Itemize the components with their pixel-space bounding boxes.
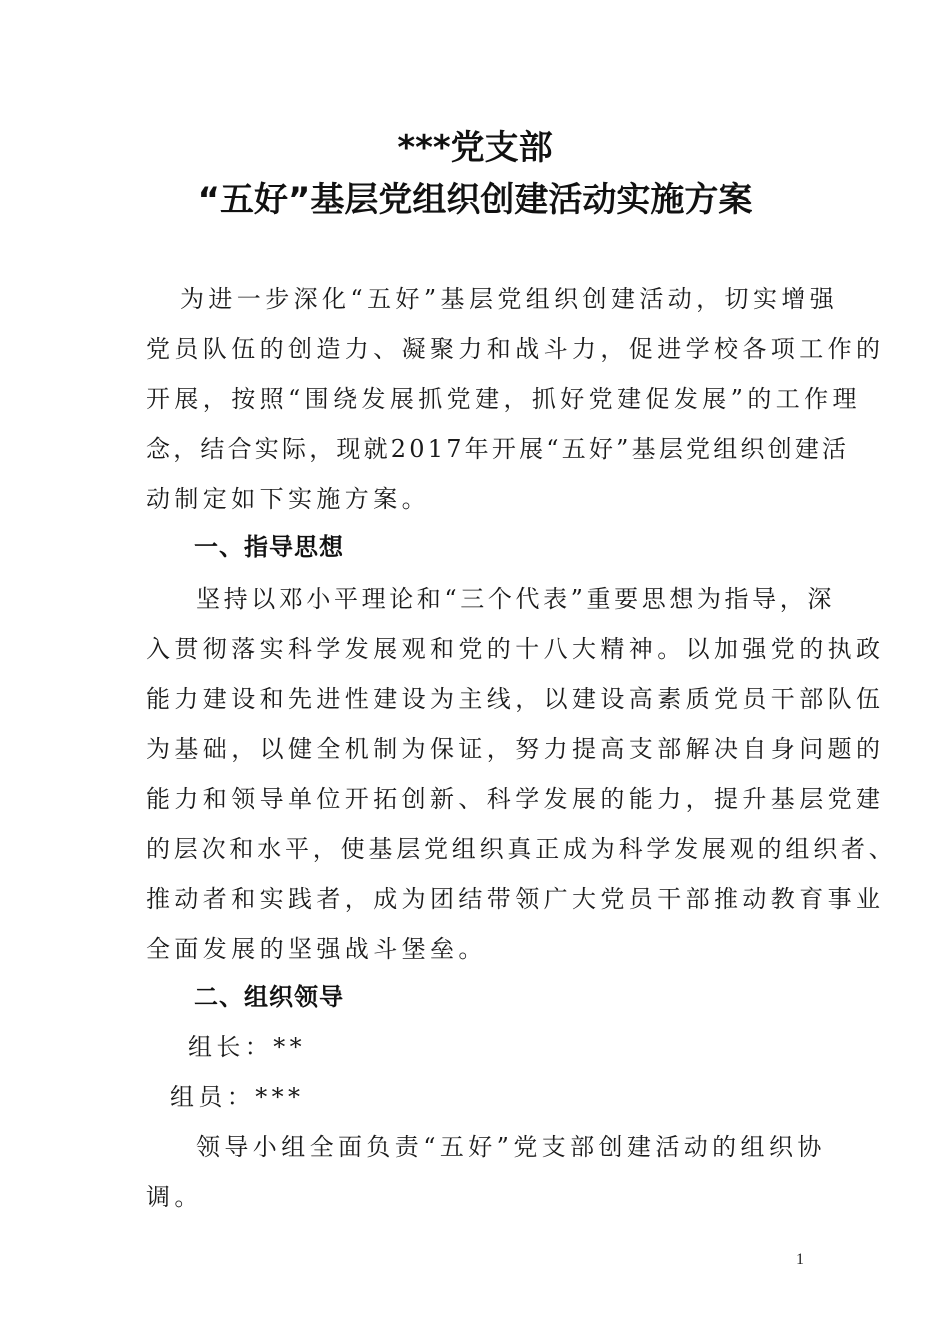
section1-line-7: 推动者和实践者，成为团结带领广大党员干部推动教育事业 [146, 885, 885, 913]
intro-line-5: 动制定如下实施方案。 [146, 485, 430, 513]
section1-line-2: 入贯彻落实科学发展观和党的十八大精神。以加强党的执政 [146, 635, 885, 663]
intro-line-2: 党员队伍的创造力、凝聚力和战斗力，促进学校各项工作的 [146, 335, 885, 363]
intro-line-4: 念，结合实际，现就2017年开展“五好”基层党组织创建活 [146, 435, 850, 463]
intro-line-1: 为进一步深化“五好”基层党组织创建活动，切实增强 [180, 285, 839, 313]
section2-members: 组员：*** [170, 1083, 305, 1111]
section1-line-4: 为基础，以健全机制为保证，努力提高支部解决自身问题的 [146, 735, 885, 763]
section1-line-1: 坚持以邓小平理论和“三个代表”重要思想为指导，深 [196, 585, 835, 613]
page-number: 1 [796, 1251, 804, 1268]
section1-line-6: 的层次和水平，使基层党组织真正成为科学发展观的组织者、 [146, 835, 897, 863]
section2-leader: 组长：** [188, 1033, 306, 1061]
section1-line-8: 全面发展的坚强战斗堡垒。 [146, 935, 487, 963]
section2-heading: 二、组织领导 [194, 983, 344, 1011]
section2-line-1: 领导小组全面负责“五好”党支部创建活动的组织协 [196, 1133, 826, 1161]
section1-heading: 一、指导思想 [194, 533, 344, 561]
section1-line-5: 能力和领导单位开拓创新、科学发展的能力，提升基层党建 [146, 785, 885, 813]
section2-line-2: 调。 [146, 1183, 203, 1211]
document-title-line1: ***党支部 [397, 128, 553, 168]
section1-line-3: 能力建设和先进性建设为主线，以建设高素质党员干部队伍 [146, 685, 885, 713]
document-title-line2: “五好”基层党组织创建活动实施方案 [197, 180, 753, 220]
intro-line-3: 开展，按照“围绕发展抓党建，抓好党建促发展”的工作理 [146, 385, 861, 413]
